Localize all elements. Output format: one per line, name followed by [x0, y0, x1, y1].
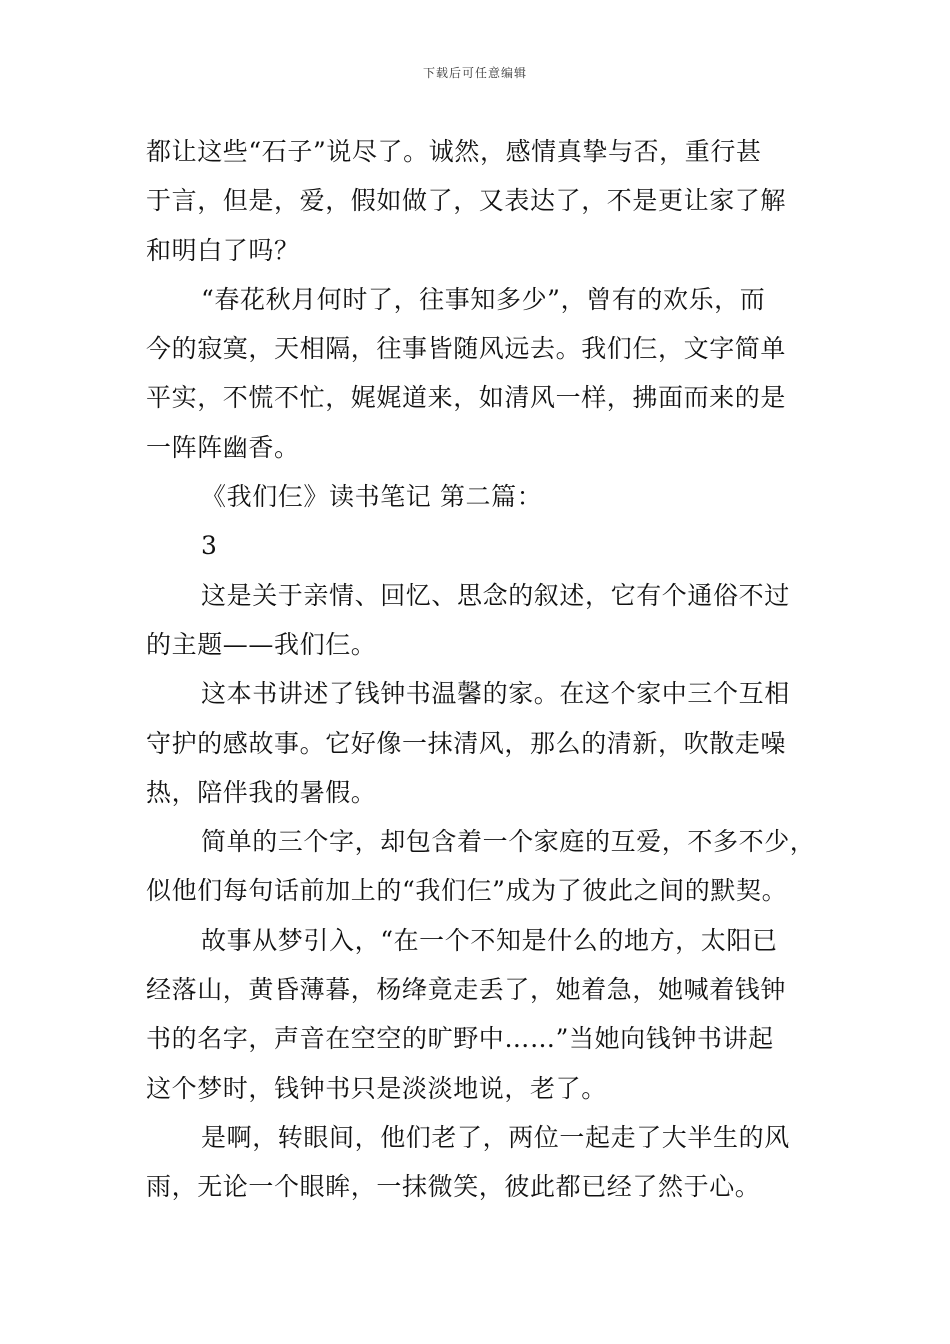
- paragraph: [146, 472, 818, 521]
- text-line: 经落山，黄昏薄暮，杨绛竟走丢了，她着急，她喊着钱钟: [146, 975, 787, 1005]
- text-line: 的主题——我们仨。: [146, 629, 377, 659]
- text-line: “春花秋月何时了，往事知多少”，曾有的欢乐，而: [201, 284, 766, 314]
- paragraph: [146, 817, 818, 916]
- text-line: 于言，但是，爱，假如做了，又表达了，不是更让家了解: [146, 186, 787, 216]
- text-line: 和明白了吗？: [146, 235, 300, 265]
- text-line: 是啊，转眼间，他们老了，两位一起走了大半生的风: [201, 1122, 790, 1152]
- text-line: 似他们每句话前加上的“我们仨”成为了彼此之间的默契。: [146, 876, 788, 906]
- text-line: 这本书讲述了钱钟书温馨的家。在这个家中三个互相: [201, 679, 790, 709]
- text-line: 热，陪伴我的暑假。: [146, 777, 377, 807]
- text-line: 都让这些“石子”说尽了。诚然，感情真挚与否，重行甚: [146, 137, 762, 166]
- text-line: 简单的三个字，却包含着一个家庭的互爱，不多不少，: [201, 827, 816, 857]
- text-line: 这是关于亲情、回忆、思念的叙述，它有个通俗不过: [201, 580, 790, 610]
- paragraph: [146, 916, 818, 1113]
- text-line: 一阵阵幽香。: [146, 432, 300, 462]
- paragraph: [146, 127, 818, 275]
- text-line: 书的名字，声音在空空的旷野中……”当她向钱钟书讲起: [146, 1024, 774, 1054]
- document-body: [146, 127, 818, 1212]
- paragraph: [146, 1113, 818, 1212]
- paragraph: [146, 571, 818, 670]
- text-line: 3: [201, 531, 218, 561]
- text-line: 故事从梦引入，“在一个不知是什么的地方，太阳已: [201, 925, 778, 955]
- header-note: 下载后可任意编辑: [422, 66, 527, 80]
- text-line: 这个梦时，钱钟书只是淡淡地说，老了。: [146, 1073, 607, 1103]
- paragraph: [146, 275, 818, 472]
- text-line: 守护的感故事。它好像一抹清风，那么的清新，吹散走噪: [146, 728, 787, 758]
- text-line: 《我们仨》读书笔记 第二篇：: [201, 482, 543, 512]
- paragraph: [146, 521, 818, 570]
- text-line: 今的寂寞，天相隔，往事皆随风远去。我们仨，文字简单: [146, 334, 787, 364]
- paragraph: [146, 669, 818, 817]
- text-line: 平实，不慌不忙，娓娓道来，如清风一样，拂面而来的是: [146, 383, 787, 413]
- text-line: 雨，无论一个眼眸，一抹微笑，彼此都已经了然于心。: [146, 1172, 761, 1202]
